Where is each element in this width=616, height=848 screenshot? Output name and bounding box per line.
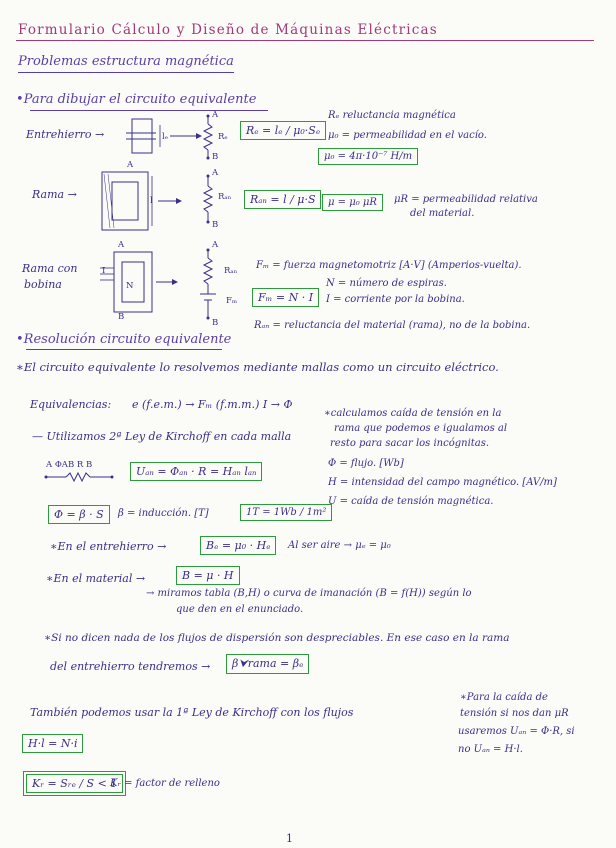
section2-underline: [26, 349, 222, 350]
rama-node-a-left: A: [127, 160, 134, 170]
rama-formula-box: Rₐₙ = l / μ·S: [244, 190, 321, 209]
entrehierro-formula-box: Rₑ = lₑ / μ₀·Sₑ: [240, 121, 326, 140]
side-note4: no Uₐₙ = H·l.: [458, 744, 523, 755]
u-note: U = caída de tensión magnética.: [328, 496, 494, 507]
bobina-note-i: I = corriente por la bobina.: [326, 294, 465, 305]
bobina-node-a-left: A: [118, 240, 125, 250]
h-note: H = intensidad del campo magnético. [AV/m]: [328, 477, 557, 488]
bobina-label: Rama con: [22, 262, 78, 275]
bobina-n-label: N: [126, 281, 134, 291]
material-formula-box: B = μ · H: [176, 566, 240, 585]
u-formula-box: Uₐₙ = Φₐₙ · R = Hₐₙ lₐₙ: [130, 462, 262, 481]
phi-formula-box: Φ = β · S: [48, 505, 110, 524]
entrehierro-note-mu: μ₀ = permeabilidad en el vacío.: [328, 130, 487, 141]
entrehierro-label: Entrehierro →: [26, 128, 105, 141]
section2-heading: •Resolución circuito equivalente: [16, 332, 232, 347]
rama-label: Rama →: [32, 188, 77, 201]
title-underline: [16, 40, 594, 41]
mini-circuit-label: A ΦAB R B: [46, 460, 93, 470]
equivalencias-text: e (f.e.m.) → Fₘ (f.m.m.) I → Φ: [132, 398, 293, 411]
bobina-note-n: N = número de espiras.: [326, 278, 447, 289]
equivalencias-label: Equivalencias:: [30, 398, 112, 411]
mini-circuit: [44, 470, 116, 484]
bobina-node-b: B: [212, 318, 219, 328]
section1-sub-underline: [30, 110, 268, 111]
rama-diagram: [96, 166, 184, 236]
bobina-formula-box: Fₘ = N · I: [252, 288, 319, 307]
rama-len-label: l: [150, 196, 153, 206]
entrehierro-node-a: A: [212, 110, 219, 120]
kr-formula-box: Kᵣ = Sᵣₑ / S < 1: [26, 774, 123, 793]
section1-subheading: •Para dibujar el circuito equivalente: [16, 92, 257, 107]
hl-formula-box: H·l = N·i: [22, 734, 83, 753]
kirchhoff-note2: rama que podemos e igualamos al: [334, 423, 508, 434]
entrehierro-line: ∗En el entrehierro →: [50, 540, 167, 553]
entrehierro-note-re: Rₑ reluctancia magnética: [328, 110, 456, 121]
page-number: 1: [286, 832, 293, 845]
kr-note: Kᵣ = factor de relleno: [110, 778, 220, 789]
material-line: ∗En el material →: [46, 572, 146, 585]
bobina-rab-label: Rₐₙ: [224, 266, 238, 276]
side-note1: ∗Para la caída de: [460, 692, 548, 703]
bobina-fm-label: Fₘ: [226, 296, 238, 306]
side-note2: tensión si nos dan μR: [460, 708, 569, 719]
entrehierro-b-formula-box: Bₑ = μ₀ · Hₑ: [200, 536, 276, 555]
bobina-node-b-left: B: [118, 312, 125, 322]
rama-node-b: B: [212, 220, 219, 230]
kirchhoff-note3: resto para sacar los incógnitas.: [330, 438, 490, 449]
dispersion-line2: del entrehierro tendremos →: [50, 660, 211, 673]
dispersion-formula-box: β⮟rama = βₑ: [226, 654, 309, 674]
entrehierro-le-label: lₑ: [162, 132, 169, 142]
dispersion-line1: ∗Si no dicen nada de los flujos de dispersión son despreciables. En ese caso en la rama: [44, 632, 510, 644]
section1-heading: Problemas estructura magnética: [18, 54, 234, 69]
material-note1: → miramos tabla (B,H) o curva de imanación (B = f(H)) según lo: [146, 588, 472, 599]
kirchhoff-note1: ∗calculamos caída de tensión en la: [324, 408, 502, 419]
bobina-note-rab: Rₐₙ = reluctancia del material (rama), no de la bobina.: [254, 320, 531, 331]
section1-underline: [18, 72, 234, 73]
entrehierro-re-label: Rₑ: [218, 132, 228, 142]
side-note3: usaremos Uₐₙ = Φ·R, si: [458, 726, 575, 737]
bobina-circuit: [196, 246, 230, 326]
rama-note: μR = permeabilidad relativa: [394, 194, 538, 205]
bobina-diagram: [92, 244, 182, 320]
section2-intro: ∗El circuito equivalente lo resolvemos mediante mallas como un circuito eléctrico.: [16, 360, 499, 374]
rama-mu-box: μ = μ₀ μR: [322, 194, 383, 211]
rama-rab-label: Rₐₙ: [218, 192, 232, 202]
phi-note: Φ = flujo. [Wb]: [328, 458, 404, 469]
bobina-i-label: I: [102, 266, 106, 276]
page-title: Formulario Cálculo y Diseño de Máquinas Eléctricas: [18, 22, 438, 38]
entrehierro-node-b: B: [212, 152, 219, 162]
kirchhoff-line: — Utilizamos 2ª Ley de Kirchoff en cada malla: [32, 430, 292, 443]
beta-note: β = inducción. [T]: [118, 508, 209, 519]
bobina-label2: bobina: [24, 278, 62, 291]
rama-node-a: A: [212, 168, 219, 178]
bobina-note-fm: Fₘ = fuerza magnetomotriz [A·V] (Amperios-vuelta).: [256, 260, 522, 271]
aire-note: Al ser aire → μₑ = μ₀: [288, 540, 391, 551]
entrehierro-mu-box: μ₀ = 4π·10⁻⁷ H/m: [318, 148, 418, 165]
rama-note2: del material.: [410, 208, 475, 219]
material-note2: que den en el enunciado.: [176, 604, 304, 615]
tesla-formula-box: 1T = 1Wb / 1m²: [240, 504, 332, 521]
flujos-note: También podemos usar la 1ª Ley de Kirchoff con los flujos: [30, 706, 354, 719]
bobina-node-a: A: [212, 240, 219, 250]
